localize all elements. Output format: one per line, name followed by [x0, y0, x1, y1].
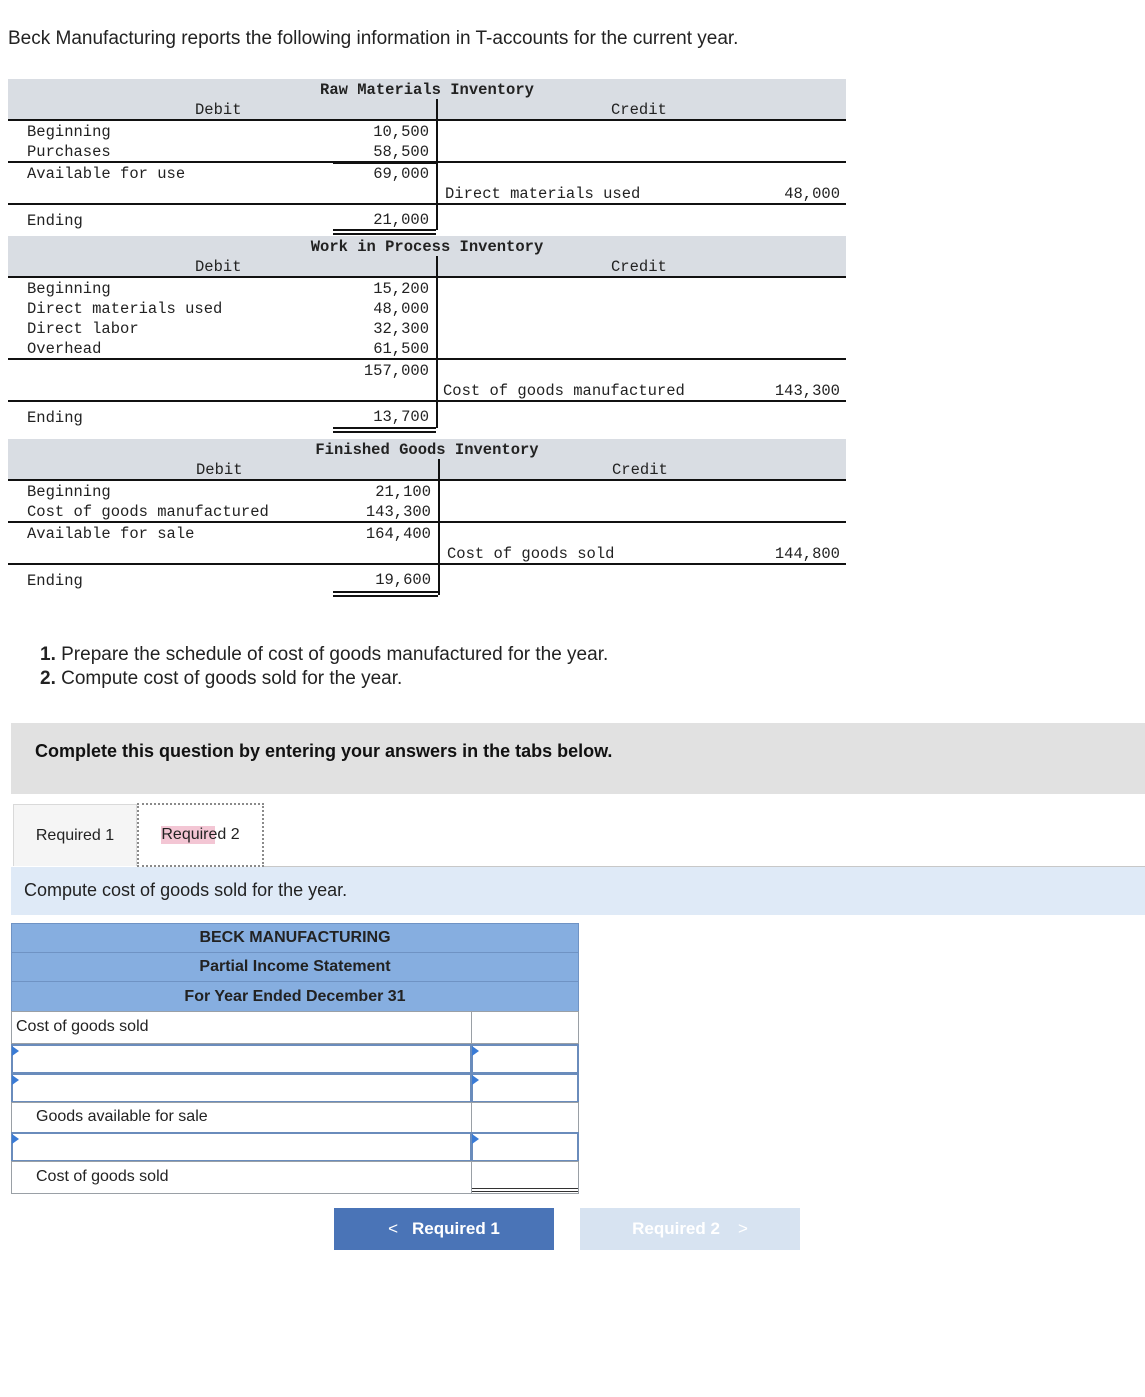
raw-credit-label: Direct materials used [445, 185, 641, 203]
raw-ending-value: 21,000 [373, 211, 429, 229]
task-2-number: 2. [40, 668, 56, 689]
wip-ending-label: Ending [27, 409, 83, 427]
dropdown-indicator-icon [472, 1075, 479, 1085]
statement-title: Partial Income Statement [11, 952, 579, 982]
task-2 [40, 668, 402, 690]
instructions-text: Complete this question by entering your answers in the tabs below. [35, 741, 613, 761]
cogs-total-label: Cost of goods sold [36, 1168, 169, 1185]
raw-credit-value: 48,000 [784, 185, 840, 203]
raw-row-value: 69,000 [373, 165, 429, 183]
wip-row-value: 32,300 [373, 320, 429, 338]
wip-total-value: 157,000 [363, 362, 429, 380]
intro-text: Beck Manufacturing reports the following information in T-accounts for the current year. [8, 28, 739, 49]
fg-row-value: 143,300 [365, 503, 431, 521]
next-button-label: Required 2 [632, 1219, 720, 1238]
goods-available-amount-cell [471, 1102, 579, 1133]
task-1-text: Prepare the schedule of cost of goods manufactured for the year. [55, 644, 609, 665]
fg-title: Finished Goods Inventory [315, 441, 539, 459]
section-amount-cell [471, 1011, 579, 1044]
raw-row-value: 58,500 [373, 143, 429, 161]
cogs-line-2-label-input[interactable] [11, 1073, 472, 1103]
next-required-2-button[interactable] [580, 1208, 800, 1250]
fg-ending-value: 19,600 [375, 571, 431, 589]
goods-available-cell [11, 1102, 472, 1133]
prev-button-label: Required 1 [412, 1219, 500, 1238]
wip-row-label: Overhead [27, 340, 102, 358]
cogs-line-1-label-input[interactable] [11, 1044, 472, 1074]
tab-required-2[interactable] [137, 803, 264, 867]
task-2-text: Compute cost of goods sold for the year. [55, 668, 403, 689]
cogs-line-3-amount-input[interactable] [471, 1132, 579, 1162]
chevron-right-icon: > [737, 1219, 748, 1238]
raw-row-label: Available for use [27, 165, 186, 183]
statement-company: BECK MANUFACTURING [11, 923, 579, 953]
raw-title: Raw Materials Inventory [320, 81, 534, 99]
task-1-number: 1. [40, 644, 56, 665]
section-label: Cost of goods sold [16, 1018, 149, 1035]
wip-row-value: 61,500 [373, 340, 429, 358]
dropdown-indicator-icon [12, 1046, 19, 1056]
fg-row-label: Available for sale [27, 525, 195, 543]
wip-credit-value: 143,300 [774, 382, 840, 400]
cogs-line-1-amount-input[interactable] [471, 1044, 579, 1074]
wip-debit-header: Debit [195, 258, 242, 276]
raw-ending-label: Ending [27, 212, 83, 230]
wip-ending-value: 13,700 [373, 408, 429, 426]
prompt-banner [11, 867, 1145, 915]
fg-row-value: 164,400 [365, 525, 431, 543]
dropdown-indicator-icon [12, 1075, 19, 1085]
tab-required-1-label: Required 1 [35, 826, 115, 844]
fg-ending-label: Ending [27, 572, 83, 590]
wip-row-label: Direct materials used [27, 300, 223, 318]
fg-credit-value: 144,800 [774, 545, 840, 563]
cogs-total-amount-cell [471, 1161, 579, 1194]
fg-credit-header: Credit [612, 461, 668, 479]
wip-row-value: 15,200 [373, 280, 429, 298]
wip-credit-header: Credit [611, 258, 667, 276]
dropdown-indicator-icon [12, 1134, 19, 1144]
fg-credit-label: Cost of goods sold [447, 545, 615, 563]
dropdown-indicator-icon [472, 1134, 479, 1144]
wip-row-value: 48,000 [373, 300, 429, 318]
wip-row-label: Direct labor [27, 320, 139, 338]
prompt-text: Compute cost of goods sold for the year. [24, 880, 348, 900]
raw-credit-header: Credit [611, 101, 667, 119]
prev-required-1-button[interactable] [334, 1208, 554, 1250]
fg-row-label: Beginning [27, 483, 111, 501]
cogs-total-cell [11, 1161, 472, 1194]
tab-required-1[interactable] [13, 804, 137, 866]
section-label-cell [11, 1011, 472, 1044]
statement-period: For Year Ended December 31 [11, 981, 579, 1012]
wip-title: Work in Process Inventory [310, 238, 544, 256]
goods-available-label: Goods available for sale [36, 1108, 208, 1125]
tab-required-2-label: Required 2 [161, 826, 240, 843]
fg-debit-header: Debit [196, 461, 243, 479]
cogs-line-3-label-input[interactable] [11, 1132, 472, 1162]
cogs-line-2-amount-input[interactable] [471, 1073, 579, 1103]
wip-row-label: Beginning [27, 280, 111, 298]
fg-row-label: Cost of goods manufactured [27, 503, 269, 521]
raw-row-label: Purchases [27, 143, 111, 161]
raw-row-label: Beginning [27, 123, 111, 141]
wip-credit-label: Cost of goods manufactured [443, 382, 685, 400]
task-1 [40, 644, 608, 666]
fg-row-value: 21,100 [375, 483, 431, 501]
chevron-left-icon: < [388, 1219, 399, 1238]
raw-row-value: 10,500 [373, 123, 429, 141]
dropdown-indicator-icon [472, 1046, 479, 1056]
instructions-banner [11, 723, 1145, 794]
raw-debit-header: Debit [195, 101, 242, 119]
